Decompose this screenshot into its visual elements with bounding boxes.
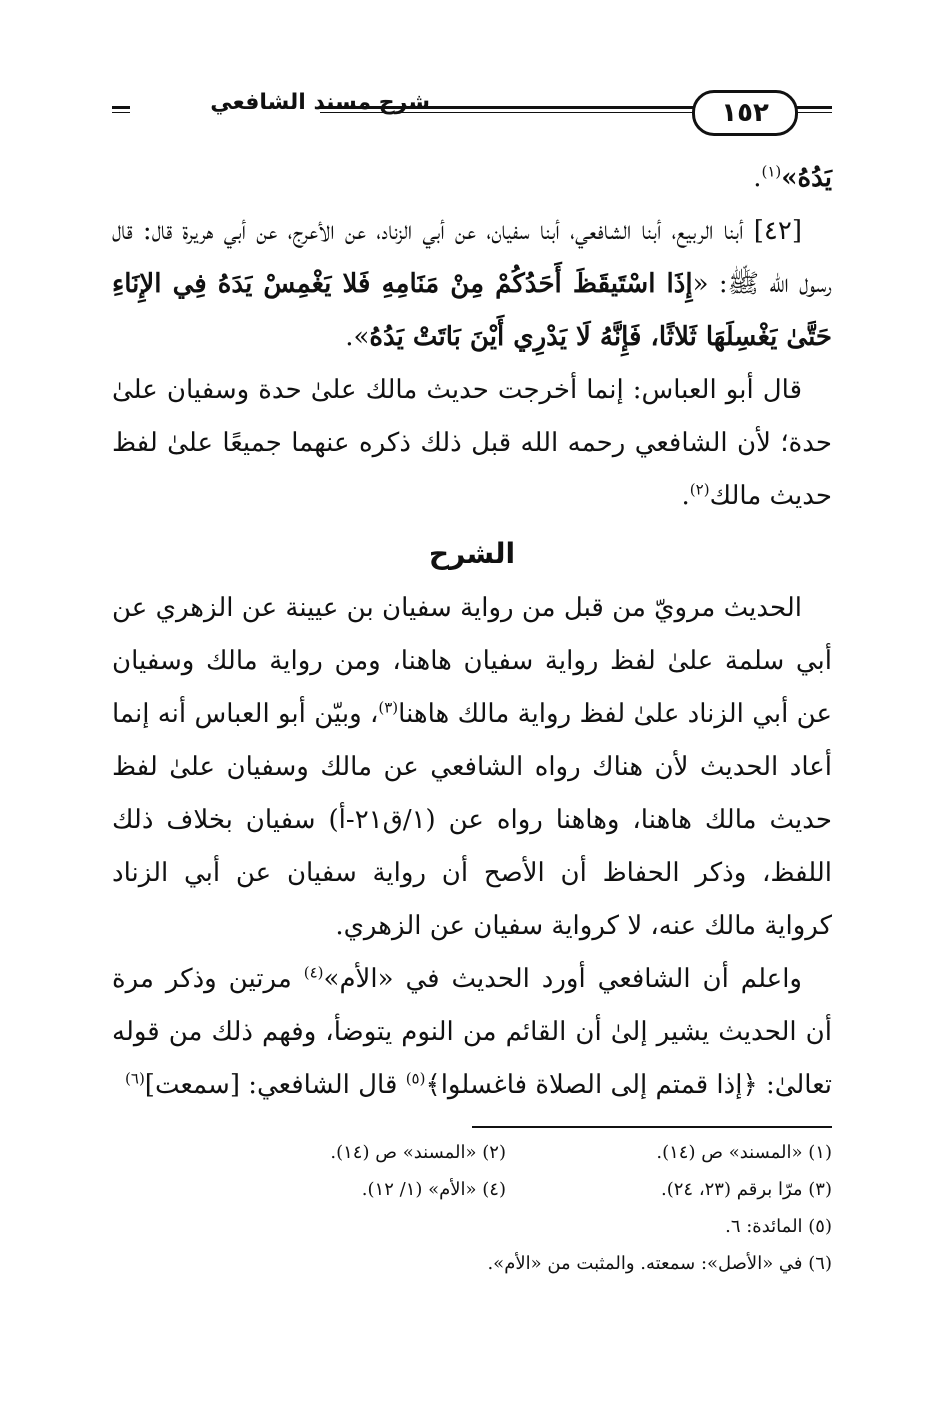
footnote-3: (٣) مرّا برقم (٢٣، ٢٤). [661, 1179, 832, 1200]
paragraph-sharh-1 [112, 582, 832, 953]
closing-quote: ». [345, 322, 370, 352]
abbas-text: قال أبو العباس: إنما أخرجت حديث مالك علىٰ حدة وسفيان علىٰ حدة؛ لأن الشافعي رحمه الله قبل ذلك ذكره عنهما جميعًا علىٰ لفظ حديث مالك [112, 375, 832, 511]
paragraph-42 [112, 205, 832, 364]
section-heading: الشرح [428, 537, 516, 570]
page-header [112, 82, 832, 138]
footnote-row [180, 1171, 832, 1208]
footnote-2: (٢) «المسند» ص (١٤). [330, 1142, 506, 1163]
header-rule-right [796, 106, 832, 113]
footnote-ref-4: (٤) [303, 963, 324, 982]
paragraph-sharh-2 [112, 953, 832, 1112]
header-rule-left [112, 106, 130, 113]
paragraph-abbas [112, 364, 832, 523]
footnote-separator [472, 1126, 832, 1128]
sharh-2-text-c: قال الشافعي: [سمعت] [144, 1070, 406, 1100]
footnote-ref-1: (١) [761, 162, 782, 181]
sharh-2-text-b: مرتين وذكر مرة أن الحديث يشير إلىٰ أن القائم من النوم يتوضأ، وفهم ذلك من قوله تعالىٰ: ﴿إذا قمتم إلى الصلاة فاغسلوا﴾ [112, 964, 832, 1100]
main-text [112, 152, 832, 1112]
footnote-row [180, 1134, 832, 1171]
period: . [753, 163, 762, 193]
sharh-text-a: الحديث مرويّ من قبل من رواية سفيان بن عيينة عن الزهري عن أبي سلمة علىٰ لفظ رواية سفيان هاهنا، ومن رواية مالك وسفيان عن أبي الزناد علىٰ لفظ رواية مالك هاهنا [112, 593, 832, 729]
footnotes [180, 1134, 832, 1282]
isnad-text: [٤٢] أبنا الربيع، أبنا الشافعي، أبنا سفيان، عن أبي الزناد، عن الأعرج، عن أبي هريرة قال: قال رسول الله ﷺ: « [112, 216, 832, 299]
footnote-1: (١) «المسند» ص (١٤). [656, 1142, 832, 1163]
hadith-fragment: يَدُهُ» [781, 163, 832, 193]
footnote-ref-2: (٢) [689, 480, 710, 499]
hadith-text: إِذَا اسْتَيقَظَ أَحَدُكُمْ مِنْ مَنَامِهِ فَلا يَغْمِسْ يَدَهُ فِي الإِنَاءِ حَتَّىٰ يَغْسِلَهَا ثَلاثًا، فَإِنَّهُ لَا يَدْرِي أَيْنَ بَاتَتْ يَدُهُ [112, 269, 832, 352]
footnote-4: (٤) «الأم» (١/ ١٢). [361, 1179, 506, 1200]
continuation-line [112, 152, 832, 205]
footnote-5: (٥) المائدة: ٦. [725, 1216, 832, 1237]
footnote-ref-5: (٥) [405, 1069, 426, 1088]
footnote-ref-3: (٣) [378, 698, 399, 717]
running-title: شرح مسند الشافعي [210, 90, 430, 115]
footnote-6: (٦) في «الأصل»: سمعته. والمثبت من «الأم». [487, 1253, 832, 1274]
period: . [681, 481, 690, 511]
sharh-2-text-a: واعلم أن الشافعي أورد الحديث في «الأم» [323, 964, 802, 994]
sharh-text-b: ، وبيّن أبو العباس أنه إنما أعاد الحديث لأن هناك رواه الشافعي عن مالك وسفيان علىٰ لفظ حديث مالك هاهنا، وهاهنا رواه عن (١/ق٢١-أ) سفيان بخلاف ذلك اللفظ، وذكر الحفاظ أن الأصح أن رواية سفيان عن أبي الزناد كرواية مالك عنه، لا كرواية سفيان عن الزهري. [112, 699, 832, 941]
footnote-ref-6: (٦) [125, 1069, 145, 1088]
page-number: ١٥٢ [692, 90, 798, 136]
